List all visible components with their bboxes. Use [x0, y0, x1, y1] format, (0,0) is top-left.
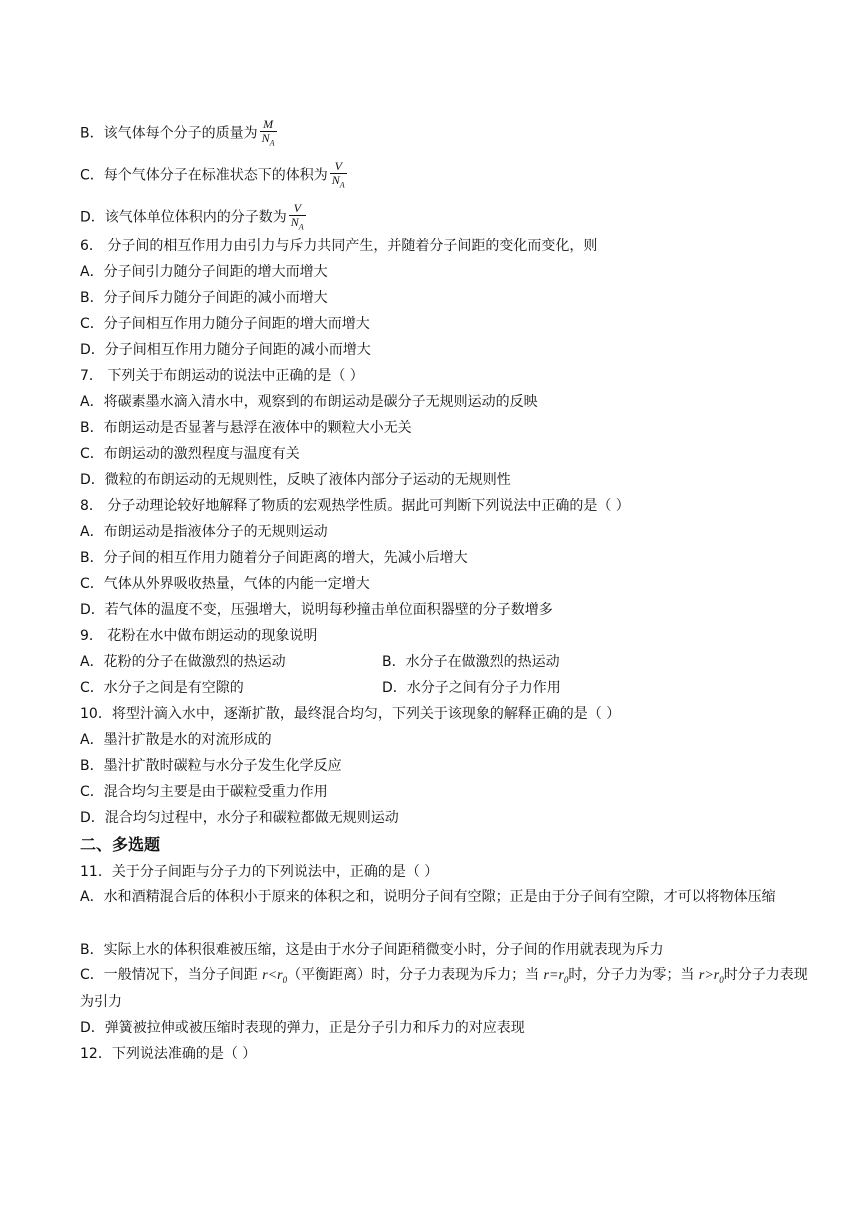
question-6-option-d: D．分子间相互作用力随分子间距的减小而增大	[80, 342, 371, 358]
numerator: V	[293, 201, 301, 215]
question-9-option-c: C．水分子之间是有空隙的	[80, 680, 244, 696]
question-11-option-d: D．弹簧被拉伸或被压缩时表现的弹力，正是分子引力和斥力的对应表现	[80, 1020, 525, 1036]
question-8-option-b: B．分子间的相互作用力随着分子间距离的增大，先减小后增大	[80, 550, 468, 566]
question-11-option-c: C．一般情况下，当分子间距 $r<r_0$（平衡距离）时，分子力表现为斥力；当 $r=r_0$时，分子力为零；当 $r>r_0$时分子力表现为引力	[80, 967, 808, 1010]
question-7-option-d: D．微粒的布朗运动的无规则性，反映了液体内部分子运动的无规则性	[80, 472, 511, 488]
question-7-option-b: B．布朗运动是否显著与悬浮在液体中的颗粒大小无关	[80, 420, 412, 436]
option-d-count	[80, 202, 306, 233]
numerator: M	[263, 117, 274, 131]
question-9-option-d: D．水分子之间有分子力作用	[382, 680, 561, 696]
question-8-option-d: D．若气体的温度不变，压强增大，说明每秒撞击单位面积器壁的分子数增多	[80, 602, 553, 618]
section-heading-multiple-choice: 二、多选题	[80, 835, 161, 854]
option-text: D．该气体单位体积内的分子数为	[80, 209, 287, 226]
question-10-option-c: C．混合均匀主要是由于碳粒受重力作用	[80, 784, 328, 800]
denominator: $N_A$	[331, 173, 345, 190]
question-10-option-d: D．混合均匀过程中，水分子和碳粒都做无规则运动	[80, 810, 399, 826]
question-6-stem: 6． 分子间的相互作用力由引力与斥力共同产生，并随着分子间距的变化而变化，则	[80, 238, 598, 254]
question-6-option-a: A．分子间引力随分子间距的增大而增大	[80, 264, 328, 280]
question-8-stem: 8． 分子动理论较好地解释了物质的宏观热学性质。据此可判断下列说法中正确的是（ ）	[80, 498, 630, 514]
question-9-stem: 9． 花粉在水中做布朗运动的现象说明	[80, 628, 318, 644]
question-10-option-a: A．墨汁扩散是水的对流形成的	[80, 732, 272, 748]
question-6-option-c: C．分子间相互作用力随分子间距的增大而增大	[80, 316, 370, 332]
question-9-option-a: A．花粉的分子在做激烈的热运动	[80, 654, 286, 670]
question-10-stem: 10．将型汁滴入水中，逐渐扩散，最终混合均匀，下列关于该现象的解释正确的是（ ）	[80, 706, 621, 722]
question-11-stem: 11．关于分子间距与分子力的下列说法中，正确的是（ ）	[80, 864, 439, 880]
var-r: $r>r_0$	[698, 968, 724, 985]
fraction-m-over-na	[260, 118, 277, 149]
question-7-option-a: A．将碳素墨水滴入清水中，观察到的布朗运动是碳分子无规则运动的反映	[80, 394, 538, 410]
option-text: C．每个气体分子在标准状态下的体积为	[80, 167, 328, 184]
question-10-option-b: B．墨汁扩散时碳粒与水分子发生化学反应	[80, 758, 342, 774]
question-8-option-a: A．布朗运动是指液体分子的无规则运动	[80, 524, 328, 540]
question-7-option-c: C．布朗运动的激烈程度与温度有关	[80, 446, 300, 462]
option-text: B．该气体每个分子的质量为	[80, 125, 258, 142]
question-6-option-b: B．分子间斥力随分子间距的减小而增大	[80, 290, 328, 306]
question-7-stem: 7． 下列关于布朗运动的说法中正确的是（ ）	[80, 368, 364, 384]
fraction-v-over-na	[330, 160, 347, 191]
question-11-option-b: B．实际上水的体积很难被压缩，这是由于水分子间距稍微变小时，分子间的作用就表现为斥力	[80, 942, 664, 958]
denominator: $N_A$	[290, 215, 304, 232]
var-r: $r=r_0$	[543, 968, 569, 985]
question-9-option-b: B．水分子在做激烈的热运动	[382, 654, 560, 670]
var-r: $r<r_0$	[262, 968, 288, 985]
question-11-option-a: A．水和酒精混合后的体积小于原来的体积之和，说明分子间有空隙；正是由于分子间有空隙，才可以将物体压缩	[80, 889, 776, 905]
option-c-volume	[80, 160, 347, 191]
denominator: $N_A$	[261, 131, 275, 148]
option-b-mass	[80, 118, 277, 149]
numerator: V	[334, 159, 342, 173]
question-8-option-c: C．气体从外界吸收热量，气体的内能一定增大	[80, 576, 370, 592]
fraction-v-over-na	[289, 202, 306, 233]
question-12-stem: 12．下列说法准确的是（ ）	[80, 1046, 257, 1062]
